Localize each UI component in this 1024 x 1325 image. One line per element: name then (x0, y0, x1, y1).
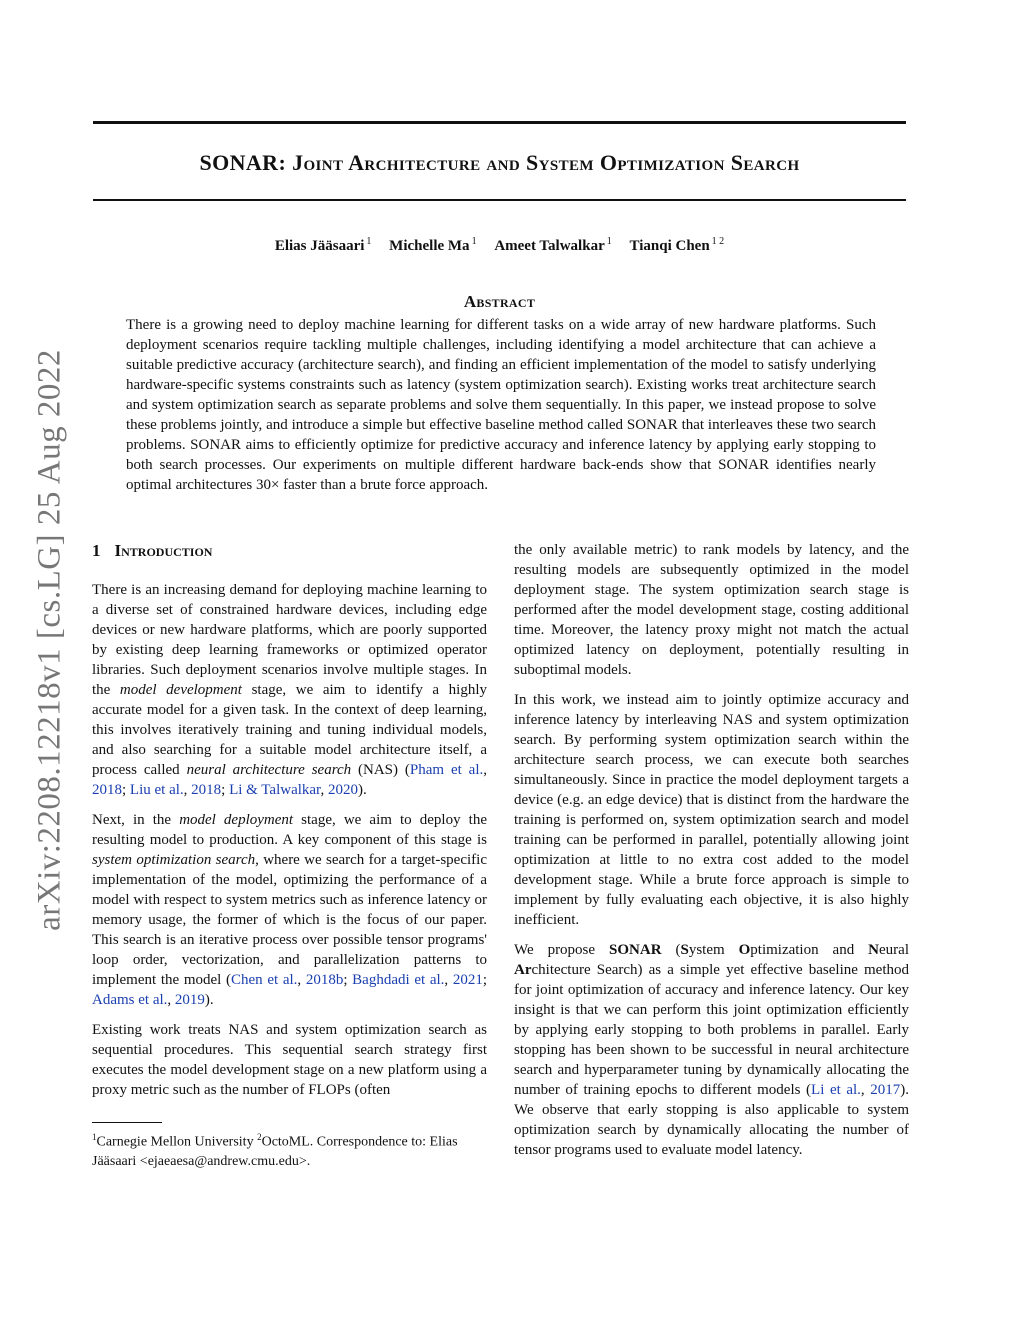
paragraph: In this work, we instead aim to jointly optimize accuracy and inference latency by interleaving NAS and system optimization search. By performing system optimization search within the architecture search process, we can execute both searches simultaneously. Since in practice the model deployment targets a device (e.g. an edge device) that is distinct from the hardware the training is performed on, system optimization search and model training can be performed in parallel, potentially allowing joint optimization at little to no extra cost added to the model development stage. While a brute force approach is simple to implement by fully evaluating each objective, it is also highly inefficient. (514, 692, 909, 928)
citation-link[interactable]: 2018b (305, 972, 344, 988)
left-column (92, 540, 487, 1110)
author: Elias Jääsaari $^1$ (274, 236, 372, 254)
abstract-text: There is a growing need to deploy machine learning for different tasks on a wide array of new hardware platforms. Such deployment scenarios require tackling multiple challenges, including identifying a model architecture that can achieve a suitable predictive accuracy (architecture search), and finding an efficient implementation of the model to satisfy underlying hardware-specific systems constraints such as latency (system optimization search). Existing works treat architecture search and system optimization search as separate problems and solve them sequentially. In this paper, we instead propose to solve these problems jointly, and introduce a simple but effective baseline method called SONAR that interleaves these two search problems. SONAR aims to efficiently optimize for predictive accuracy and inference latency by applying early stopping to both search processes. Our experiments on multiple different hardware back-ends show that SONAR identifies nearly optimal architectures 30× faster than a brute force approach. (126, 317, 876, 493)
citation-link[interactable]: 2018 (92, 782, 122, 798)
author-list (93, 236, 906, 255)
citation-link[interactable]: Baghdadi et al. (352, 972, 445, 988)
paragraph: Existing work treats NAS and system optimization search as sequential procedures. This sequential search strategy first executes the model development stage on a new platform using a proxy metric such as the number of FLOPs (often (92, 1022, 487, 1098)
paper-title: SONAR: Joint Architecture and System Optimization Search (199, 150, 800, 175)
citation-link[interactable]: Liu et al. (129, 782, 184, 798)
citation-link[interactable]: Adams et al. (92, 992, 168, 1008)
citation-link[interactable]: 2019 (174, 992, 205, 1008)
citation-link[interactable]: Chen et al. (230, 972, 298, 988)
author: Ameet Talwalkar $^1$ (494, 236, 612, 254)
paragraph: We propose SONAR (System Optimization and Neural Architecture Search) as a simple yet effective baseline method for joint optimization of accuracy and inference latency. Our key insight is that we can perform this joint optimization efficiently by applying early stopping to both problems in parallel. Early stopping has been shown to be successful in neural architecture search and hyperparameter tuning by dynamically allocating the number of training epochs to different models (Li et al., 2017). We observe that early stopping is also applicable to system optimization search by dynamically allocating the number of tensor programs used to evaluate model latency. (514, 942, 909, 1158)
section-heading: 1 Introduction (92, 541, 213, 560)
citation-link[interactable]: Li et al. (811, 1082, 861, 1098)
paragraph: There is an increasing demand for deploying machine learning to a diverse set of constrained hardware devices, including edge devices or new hardware platforms, which are poorly supported by existing deep learning frameworks or optimized operator libraries. Such deployment scenarios involve multiple stages. In the model development stage, we aim to identify a highly accurate model for a given task. In the context of deep learning, this involves iteratively training and tuning individual models, and also searching for a suitable model architecture itself, a process called neural architecture search (NAS) (Pham et al., 2018; Liu et al., 2018; Li & Talwalkar, 2020). (92, 582, 487, 798)
footnote-rule (92, 1122, 162, 1123)
paragraph: the only available metric) to rank models by latency, and the resulting models are subsequently optimized in the model deployment stage. The system optimization search stage is performed after the model development stage, costing additional time. Moreover, the latency proxy might not match the actual optimized latency on deployment, potentially resulting in suboptimal models. (514, 542, 909, 678)
citation-link[interactable]: 2020 (327, 782, 358, 798)
citation-link[interactable]: 2021 (452, 972, 483, 988)
abstract-heading: Abstract (463, 292, 536, 311)
arxiv-identifier: arXiv:2208.12218v1 [cs.LG] 25 Aug 2022 (31, 349, 68, 931)
citation-link[interactable]: 2018 (191, 782, 222, 798)
citation-link[interactable]: Li & Talwalkar (229, 782, 321, 798)
paragraph: Next, in the model deployment stage, we aim to deploy the resulting model to production. A key component of this stage is system optimization search, where we search for a target-specific implementation of the model, optimizing the performance of a model with respect to system metrics such as inference latency or memory usage, the former of which is the focus of our paper. This search is an iterative process over possible tensor programs' loop order, vectorization, and parallelization patterns to implement the model (Chen et al., 2018b; Baghdadi et al., 2021; Adams et al., 2019). (92, 812, 487, 1008)
author: Michelle Ma $^1$ (389, 236, 477, 254)
citation-link[interactable]: 2017 (870, 1082, 901, 1098)
title-rule-top (93, 121, 906, 124)
right-column (514, 540, 909, 1170)
title-rule-bottom (93, 199, 906, 201)
citation-link[interactable]: Pham et al. (409, 762, 484, 778)
author: Tianqi Chen $^{1 2}$ (629, 236, 725, 254)
footnote: $^1$Carnegie Mellon University $^2$OctoML. Correspondence to: Elias Jääsaari <ejaeaesa@andrew.cmu.edu>. (92, 1132, 458, 1169)
